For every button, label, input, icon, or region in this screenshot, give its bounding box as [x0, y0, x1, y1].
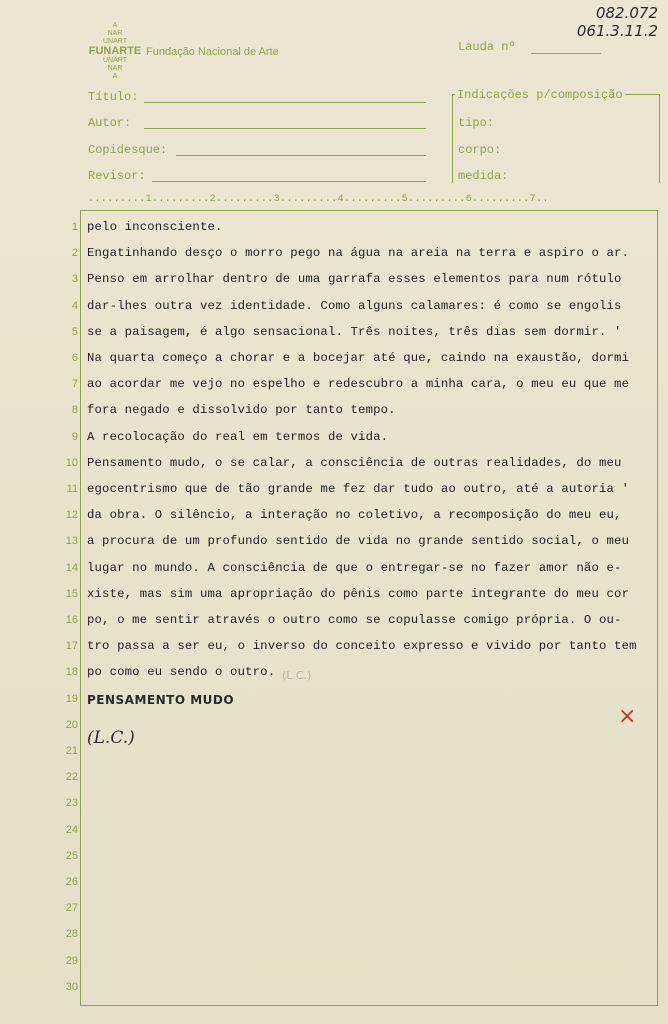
copidesque-label: Copidesque:: [88, 143, 168, 157]
line-number: 15: [65, 587, 78, 600]
revisor-label: Revisor:: [88, 169, 146, 183]
text-line: da obra. O silêncio, a interação no coletivo, a recomposição do meu eu,: [87, 508, 622, 523]
logo-text: NAR: [107, 30, 123, 37]
text-line: Engatinhando desço o morro pego na água na areia na terra e aspiro o ar.: [87, 246, 630, 261]
tipo-label: tipo:: [458, 116, 495, 130]
text-line: pelo inconsciente.: [87, 220, 223, 234]
text-line: Pensamento mudo, o se calar, a consciência de outras realidades, do meu: [87, 455, 622, 470]
revisor-field-line: [152, 181, 426, 182]
line-number: 22: [65, 771, 78, 784]
logo-text: UNART: [103, 57, 127, 64]
line-number: 7: [71, 378, 78, 391]
logo-name: FUNARTE: [88, 45, 142, 57]
funarte-logo: [86, 22, 144, 81]
text-line: po, o me sentir através o outro como se copulasse comigo própria. O ou-: [87, 613, 622, 627]
corpo-label: corpo:: [458, 143, 502, 157]
line-number: 11: [66, 483, 78, 495]
lauda-field-line: [531, 53, 601, 54]
organization-name: Fundação Nacional de Arte: [146, 46, 279, 58]
line-number: 12: [65, 509, 78, 522]
logo-text: A: [112, 73, 118, 80]
text-line: dar-lhes outra vez identidade. Como alguns calamares: é como se engolis: [87, 298, 622, 313]
line-number: 16: [65, 614, 78, 626]
line-number: 14: [65, 561, 78, 574]
line-number: 28: [65, 928, 78, 941]
text-line: Penso em arrolhar dentro de uma garrafa esses elementos para num rótulo: [87, 272, 622, 287]
line-number: 23: [65, 797, 78, 810]
text-line: po como eu sendo o outro.: [87, 665, 276, 680]
line-number: 5: [71, 325, 78, 338]
text-line: a procura de um profundo sentido de vida no grande sentido social, o meu: [87, 534, 630, 549]
text-line: ao acordar me vejo no espelho e redescubro a minha cara, o meu eu que me: [87, 377, 630, 392]
archive-code: [577, 4, 658, 40]
copidesque-field-line: [176, 155, 426, 156]
logo-text: UNART: [103, 38, 127, 45]
archive-code-line-2: 061.3.11.2: [576, 22, 658, 40]
text-line: lugar no mundo. A consciência de que o entregar-se no fazer amor não e-: [87, 560, 622, 575]
line-number: 25: [65, 849, 78, 862]
line-number: 21: [65, 745, 78, 757]
line-number: 9: [71, 430, 78, 443]
line-number: 20: [65, 718, 78, 731]
autor-label: Autor:: [88, 116, 132, 130]
line-number: 30: [65, 980, 78, 993]
line-number: 1: [71, 221, 78, 233]
text-line: A recolocação do real em termos de vida.: [87, 429, 389, 444]
lauda-label: Lauda nº: [458, 40, 516, 54]
line-number: 27: [65, 902, 78, 915]
titulo-field-line: [144, 102, 426, 103]
line-number: 2: [71, 247, 78, 260]
line-number: 8: [71, 404, 78, 417]
autor-field-line: [144, 128, 426, 129]
text-line: xiste, mas sim uma apropriação do pênis como parte integrante do meu cor: [87, 586, 630, 601]
line-number: 6: [71, 352, 78, 364]
text-line: se a paisagem, é algo sensacional. Três noites, três dias sem dormir. ': [87, 324, 622, 339]
text-line: egocentrismo que de tão grande me fez dar tudo ao outro, até a autoria ': [87, 482, 630, 496]
line-number: 18: [65, 666, 78, 679]
titulo-label: Título:: [88, 90, 139, 104]
line-number: 29: [65, 954, 78, 967]
line-number: 17: [65, 640, 78, 653]
text-line: tro passa a ser eu, o inverso do conceito expresso e vivido por tanto tem: [87, 639, 637, 654]
faint-note: (L.C.): [282, 669, 312, 682]
line-number: 3: [71, 273, 78, 286]
column-ruler: .........1.........2.........3.........4.........5.........6.........7..: [88, 194, 549, 205]
line-number: 10: [65, 456, 78, 469]
red-x-mark: ×: [618, 704, 637, 729]
line-number: 24: [65, 823, 78, 836]
logo-text: A: [112, 22, 118, 29]
line-number: 13: [65, 535, 78, 548]
line-number: 4: [71, 299, 78, 312]
medida-label: medida:: [458, 169, 509, 183]
text-line: Na quarta começo a chorar e a bocejar até que, caindo na exaustão, dormi: [87, 351, 630, 365]
logo-text: NAR: [107, 65, 123, 72]
handwritten-initials: (L.C.): [87, 728, 135, 748]
line-number: 19: [65, 692, 78, 705]
indicacoes-title: Indicações p/composição: [457, 88, 623, 102]
text-line: fora negado e dissolvido por tanto tempo.: [87, 403, 396, 418]
line-number: 26: [65, 876, 78, 888]
archive-code-line-1: 082.072: [595, 4, 658, 22]
handwritten-heading: PENSAMENTO MUDO: [87, 693, 235, 707]
